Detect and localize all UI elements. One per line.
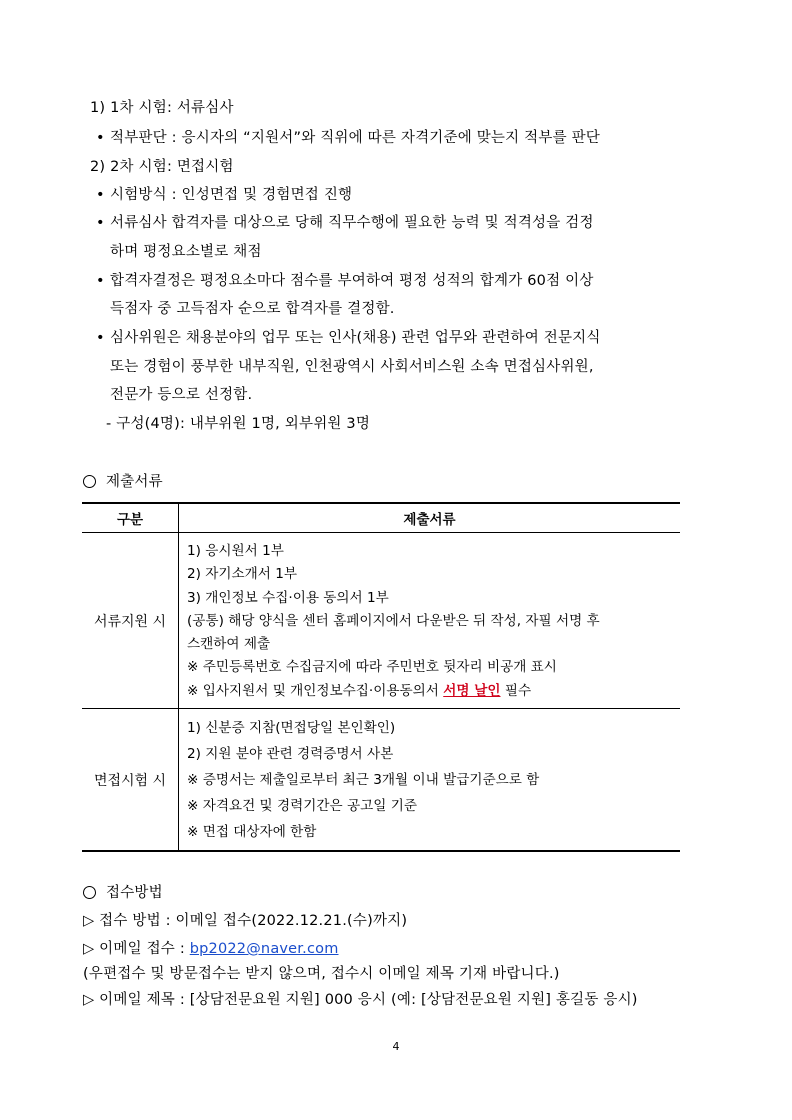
step1-bullet xyxy=(96,128,600,148)
row-category: 서류지원 시 xyxy=(82,533,179,709)
doc-item: ※ 자격요건 및 경력기간은 공고일 기준 xyxy=(187,798,417,815)
bullet-icon: • xyxy=(96,215,105,231)
receipt-note: (우편접수 및 방문접수는 받지 않으며, 접수시 이메일 제목 기재 바랍니다.) xyxy=(83,966,560,982)
doc-item: ※ 주민등록번호 수집금지에 따라 주민번호 뒷자리 비공개 표시 xyxy=(187,659,557,676)
row-category: 면접시험 시 xyxy=(82,709,179,852)
bullet-icon: • xyxy=(96,187,105,203)
step2-heading: 2) 2차 시험: 면접시험 xyxy=(90,159,234,175)
signature-emphasis: 서명 날인 xyxy=(443,682,501,699)
table-row xyxy=(82,709,680,852)
receipt-section-title-text: 접수방법 xyxy=(106,885,163,901)
page-number: 4 xyxy=(392,1040,400,1053)
bullet-icon: • xyxy=(96,273,105,289)
step1-heading: 1) 1차 시험: 서류심사 xyxy=(90,100,234,116)
step2-bullet-judges-l1: 심사위원은 채용분야의 업무 또는 인사(채용) 관련 업무와 관련하여 전문지식 xyxy=(110,330,601,346)
docs-section-title-text: 제출서류 xyxy=(106,474,163,490)
doc-item: (공통) 해당 양식을 센터 홈페이지에서 다운받은 뒤 작성, 자필 서명 후 xyxy=(187,612,600,629)
receipt-section-title xyxy=(83,883,163,903)
step2-bullet-review-l1: 서류심사 합격자를 대상으로 당해 직무수행에 필요한 능력 및 적격성을 검정 xyxy=(110,215,594,231)
step2-bullet-review xyxy=(96,213,594,233)
judges-composition: - 구성(4명): 내부위원 1명, 외부위원 3명 xyxy=(106,416,371,432)
receipt-email-line xyxy=(83,939,339,959)
step2-bullet-judges-l3: 전문가 등으로 선정함. xyxy=(110,387,253,403)
step2-bullet-decision xyxy=(96,271,594,291)
doc-item: 1) 응시원서 1부 xyxy=(187,543,284,559)
table-row xyxy=(82,533,680,709)
table-header-row xyxy=(82,503,680,533)
step2-bullet-judges xyxy=(96,328,601,348)
step2-bullet-method-text: 시험방식 : 인성면접 및 경험면접 진행 xyxy=(110,187,353,203)
bullet-icon: • xyxy=(96,130,105,146)
required-documents-table xyxy=(82,502,680,852)
doc-item-signature-suffix: 필수 xyxy=(500,682,532,699)
row-documents xyxy=(179,533,681,709)
receipt-email-label: ▷ 이메일 접수 : xyxy=(83,941,190,957)
doc-item: 1) 신분증 지참(면접당일 본인확인) xyxy=(187,720,396,737)
step1-bullet-text: 적부판단 : 응시자의 “지원서”와 직위에 따른 자격기준에 맞는지 적부를 판단 xyxy=(110,130,600,146)
doc-item: 3) 개인정보 수집·이용 동의서 1부 xyxy=(187,589,389,606)
step2-bullet-judges-l2: 또는 경험이 풍부한 내부직원, 인천광역시 사회서비스원 소속 면접심사위원, xyxy=(110,359,594,375)
step2-bullet-review-l2: 하며 평정요소별로 채점 xyxy=(110,244,262,260)
row-documents xyxy=(179,709,681,852)
doc-item: 2) 지원 분야 관련 경력증명서 사본 xyxy=(187,746,394,763)
circle-icon xyxy=(83,475,96,488)
circle-icon xyxy=(83,886,96,899)
step2-bullet-decision-l1: 합격자결정은 평정요소마다 점수를 부여하여 평정 성적의 합계가 60점 이상 xyxy=(110,273,594,289)
doc-item: ※ 면접 대상자에 한함 xyxy=(187,824,317,841)
step2-bullet-method xyxy=(96,185,352,205)
doc-item-signature xyxy=(187,680,676,703)
header-category: 구분 xyxy=(82,503,179,533)
docs-section-title xyxy=(83,472,163,492)
bullet-icon: • xyxy=(96,330,105,346)
doc-item: 2) 자기소개서 1부 xyxy=(187,566,298,583)
step2-bullet-decision-l2: 득점자 중 고득점자 순으로 합격자를 결정함. xyxy=(110,301,395,317)
header-documents: 제출서류 xyxy=(179,503,681,533)
receipt-method: ▷ 접수 방법 : 이메일 접수(2022.12.21.(수)까지) xyxy=(83,913,408,929)
doc-item-signature-prefix: ※ 입사지원서 및 개인정보수집·이용동의서 xyxy=(187,682,444,699)
doc-item: ※ 증명서는 제출일로부터 최근 3개월 이내 발급기준으로 함 xyxy=(187,772,540,789)
email-link[interactable]: bp2022@naver.com xyxy=(189,941,339,957)
receipt-subject: ▷ 이메일 제목 : [상담전문요원 지원] 000 응시 (예: [상담전문요원 지원] 홍길동 응시) xyxy=(83,992,638,1008)
doc-item: 스캔하여 제출 xyxy=(187,636,271,653)
